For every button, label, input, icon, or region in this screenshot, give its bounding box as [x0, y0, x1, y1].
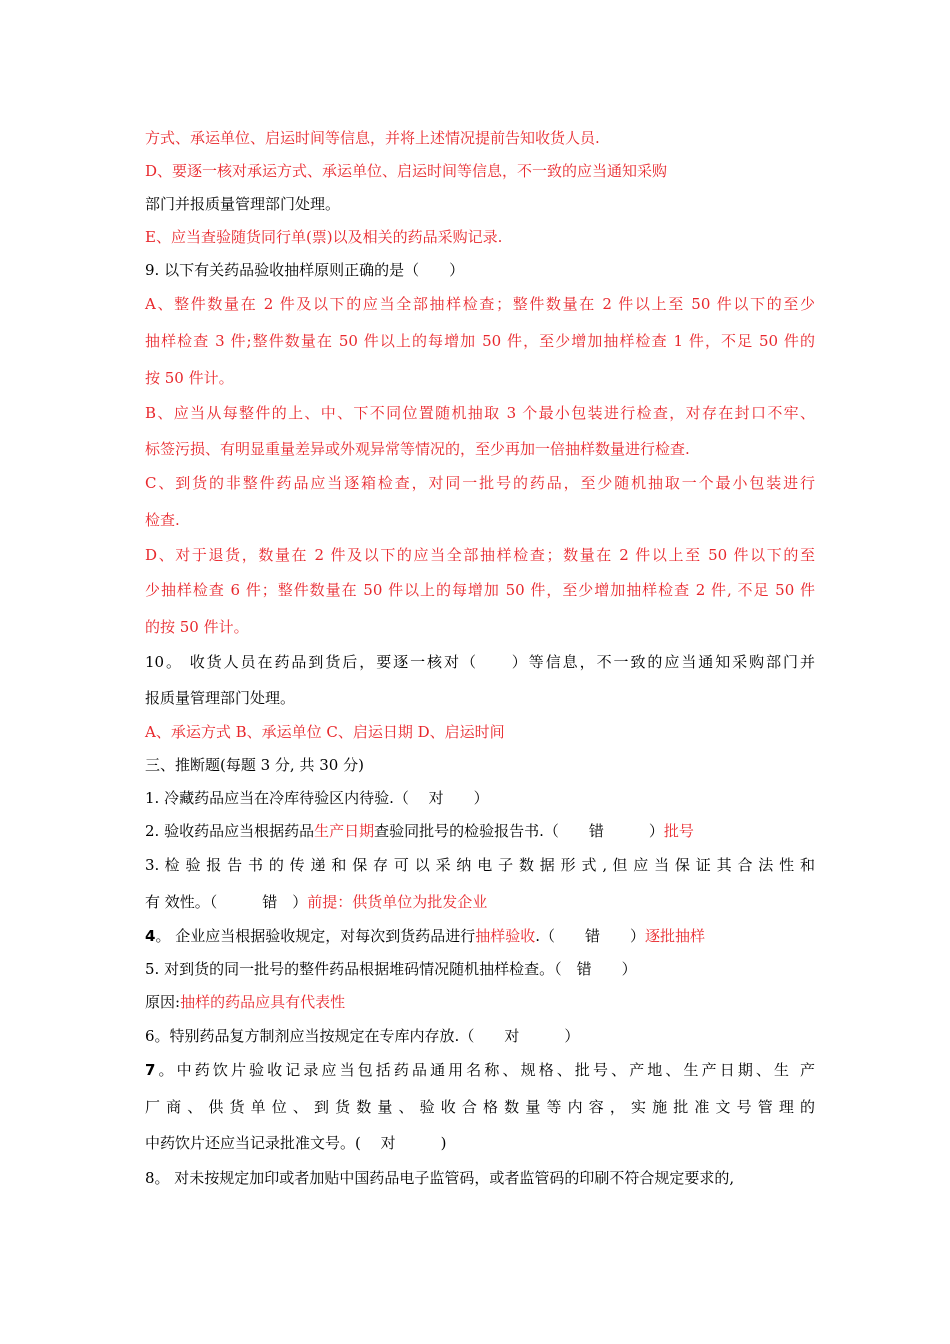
judgement-3-line2: [145, 892, 815, 912]
q9-option-c-line1: C、到货的非整件药品应当逐箱检查，对同一批号的药品，至少随机抽取一个最小包装进行: [145, 474, 815, 492]
judgement-1: 1. 冷藏药品应当在冷库待验区内待验.（ 对 ）: [145, 789, 489, 807]
judgement-2-text-start: 2. 验收药品应当根据药品: [145, 822, 315, 840]
q8-option-d-line2: 部门并报质量管理部门处理。: [145, 195, 341, 213]
q9-option-b-line1: B、应当从每整件的上、中、下不同位置随机抽取 3 个最小包装进行检查，对存在封口不牢、: [145, 404, 815, 422]
q8-option-e: E、应当查验随货同行单(票)以及相关的药品采购记录.: [145, 228, 503, 246]
q9-option-c-line2: 检查.: [145, 511, 180, 529]
judgement-2-answer: 批号: [663, 822, 694, 840]
q9-option-a-line1: A、整件数量在 2 件及以下的应当全部抽样检查；整件数量在 2 件以上至 50 件以下的至少: [145, 295, 815, 313]
judgement-7-line2: 厂 商 、 供 货 单 位 、 到 货 数 量 、 验 收 合 格 数 量 等 内 容 ， 实 施 批 准 文 号 管 理 的: [145, 1098, 815, 1116]
judgement-4: [145, 926, 815, 946]
judgement-8: 8。 对未按规定加印或者加贴中国药品电子监管码，或者监管码的印刷不符合规定要求的,: [145, 1169, 735, 1187]
q9-option-d-line2: 少抽样检查 6 件；整件数量在 50 件以上的每增加 50 件，至少增加抽样检查 2 件, 不足 50 件: [145, 581, 815, 599]
judgement-4-number: 4: [145, 927, 156, 945]
q8-option-d-line1: D、要逐一核对承运方式、承运单位、启运时间等信息，不一致的应当通知采购: [145, 162, 668, 180]
q9-stem: 9. 以下有关药品验收抽样原则正确的是（ ）: [145, 261, 465, 279]
judgement-4-highlight: 抽样验收: [475, 927, 536, 945]
judgement-5: 5. 对到货的同一批号的整件药品根据堆码情况随机抽样检查。（ 错 ）: [145, 960, 637, 978]
judgement-7-number: 7: [145, 1061, 156, 1079]
judgement-2: [145, 821, 815, 841]
judgement-4-text-end: .（ 错 ）: [535, 927, 646, 945]
q10-options: A、承运方式 B、承运单位 C、启运日期 D、启运时间: [145, 723, 505, 741]
judgement-4-answer: 逐批抽样: [645, 927, 706, 945]
judgement-7-line3: 中药饮片还应当记录批准文号。( 对 ): [145, 1134, 447, 1152]
judgement-5-reason-text: 抽样的药品应具有代表性: [180, 993, 346, 1011]
q10-stem-line2: 报质量管理部门处理。: [145, 689, 296, 707]
judgement-3-line1: 3. 检 验 报 告 书 的 传 递 和 保 存 可 以 采 纳 电 子 数 据 形 式 , 但 应 当 保 证 其 合 法 性 和: [145, 856, 815, 874]
judgement-4-text-start: 。 企业应当根据验收规定，对每次到货药品进行: [155, 927, 476, 945]
judgement-6: 6。特别药品复方制剂应当按规定在专库内存放.（ 对 ）: [145, 1027, 580, 1045]
q9-option-a-line3: 按 50 件计。: [145, 369, 234, 387]
judgement-3-text: 有 效性。（ 错 ）: [145, 893, 308, 911]
q10-stem-line1: 10。 收货人员在药品到货后，要逐一核对（ ）等信息，不一致的应当通知采购部门并: [145, 653, 815, 671]
q9-option-d-line3: 的按 50 件计。: [145, 618, 249, 636]
judgement-7-line1: [145, 1060, 815, 1080]
judgement-5-reason: [145, 992, 815, 1012]
judgement-2-text-end: 查验同批号的检验报告书.（ 错 ）: [374, 822, 664, 840]
judgement-7-text-1: 。中药饮片验收记录应当包括药品通用名称、规格、批号、产地、生产日期、生 产: [155, 1061, 815, 1079]
judgement-5-reason-label: 原因:: [145, 993, 181, 1011]
q8-option-c-continued: 方式、承运单位、启运时间等信息，并将上述情况提前告知收货人员.: [145, 129, 600, 147]
judgement-3-answer: 前提：供货单位为批发企业: [307, 893, 488, 911]
q9-option-a-line2: 抽样检查 3 件;整件数量在 50 件以上的每增加 50 件，至少增加抽样检查 1 件，不足 50 件的: [145, 332, 815, 350]
section-3-title: 三、推断题(每题 3 分, 共 30 分): [145, 756, 364, 774]
q9-option-d-line1: D、对于退货，数量在 2 件及以下的应当全部抽样检查；数量在 2 件以上至 50 件以下的至: [145, 546, 815, 564]
judgement-2-highlight: 生产日期: [314, 822, 375, 840]
q9-option-b-line2: 标签污损、有明显重量差异或外观异常等情况的，至少再加一倍抽样数量进行检查.: [145, 440, 690, 458]
